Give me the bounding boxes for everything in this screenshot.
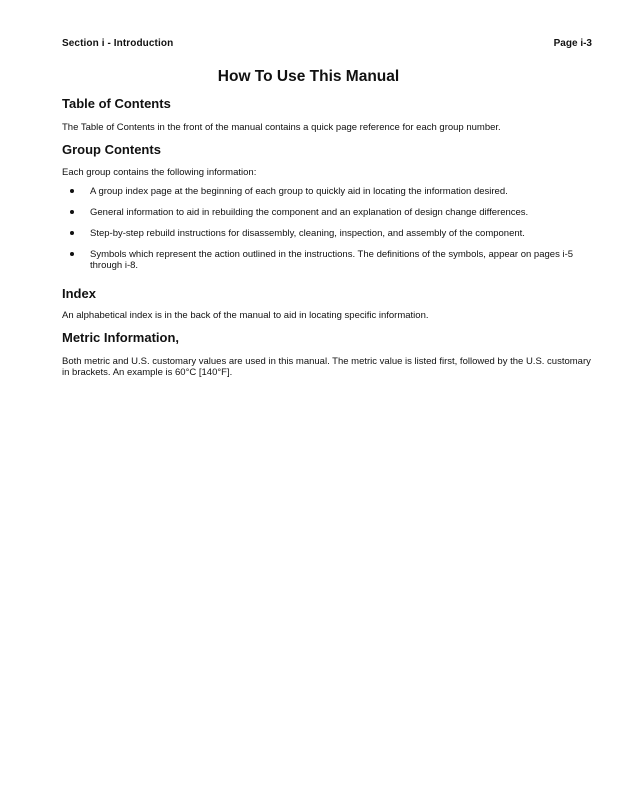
list-item-text: General information to aid in rebuilding the component and an explanation of design change differences.: [90, 207, 529, 218]
metric-text: Both metric and U.S. customary values are used in this manual. The metric value is listed first, followed by the U.S. customary in brackets. An example is 60°C [140°F].: [62, 356, 591, 378]
running-header: [62, 38, 592, 52]
section-label: Section i - Introduction: [62, 38, 174, 49]
list-item-text: Symbols which represent the action outlined in the instructions. The definitions of the symbols, appear on pages i-5 through i-8.: [90, 249, 574, 271]
bullet-icon: [70, 210, 74, 214]
index-text: An alphabetical index is in the back of the manual to aid in locating specific information.: [62, 310, 429, 321]
list-item: [62, 249, 592, 271]
group-contents-intro: Each group contains the following information:: [62, 167, 257, 178]
list-item: [62, 207, 592, 218]
list-item: [62, 186, 592, 197]
list-item-text: Step-by-step rebuild instructions for disassembly, cleaning, inspection, and assembly of the component.: [90, 228, 525, 239]
list-item-text: A group index page at the beginning of each group to quickly aid in locating the information desired.: [90, 186, 508, 197]
bullet-icon: [70, 231, 74, 235]
index-heading: Index: [62, 286, 96, 301]
bullet-icon: [70, 252, 74, 256]
toc-text: The Table of Contents in the front of the manual contains a quick page reference for each group number.: [62, 122, 501, 133]
page-title: How To Use This Manual: [217, 68, 400, 85]
group-contents-list: [62, 186, 592, 281]
list-item: [62, 228, 592, 239]
group-contents-heading: Group Contents: [62, 142, 161, 157]
metric-heading: Metric Information,: [62, 330, 180, 345]
bullet-icon: [70, 189, 74, 193]
page-number: Page i-3: [553, 38, 592, 49]
toc-heading: Table of Contents: [62, 96, 171, 111]
